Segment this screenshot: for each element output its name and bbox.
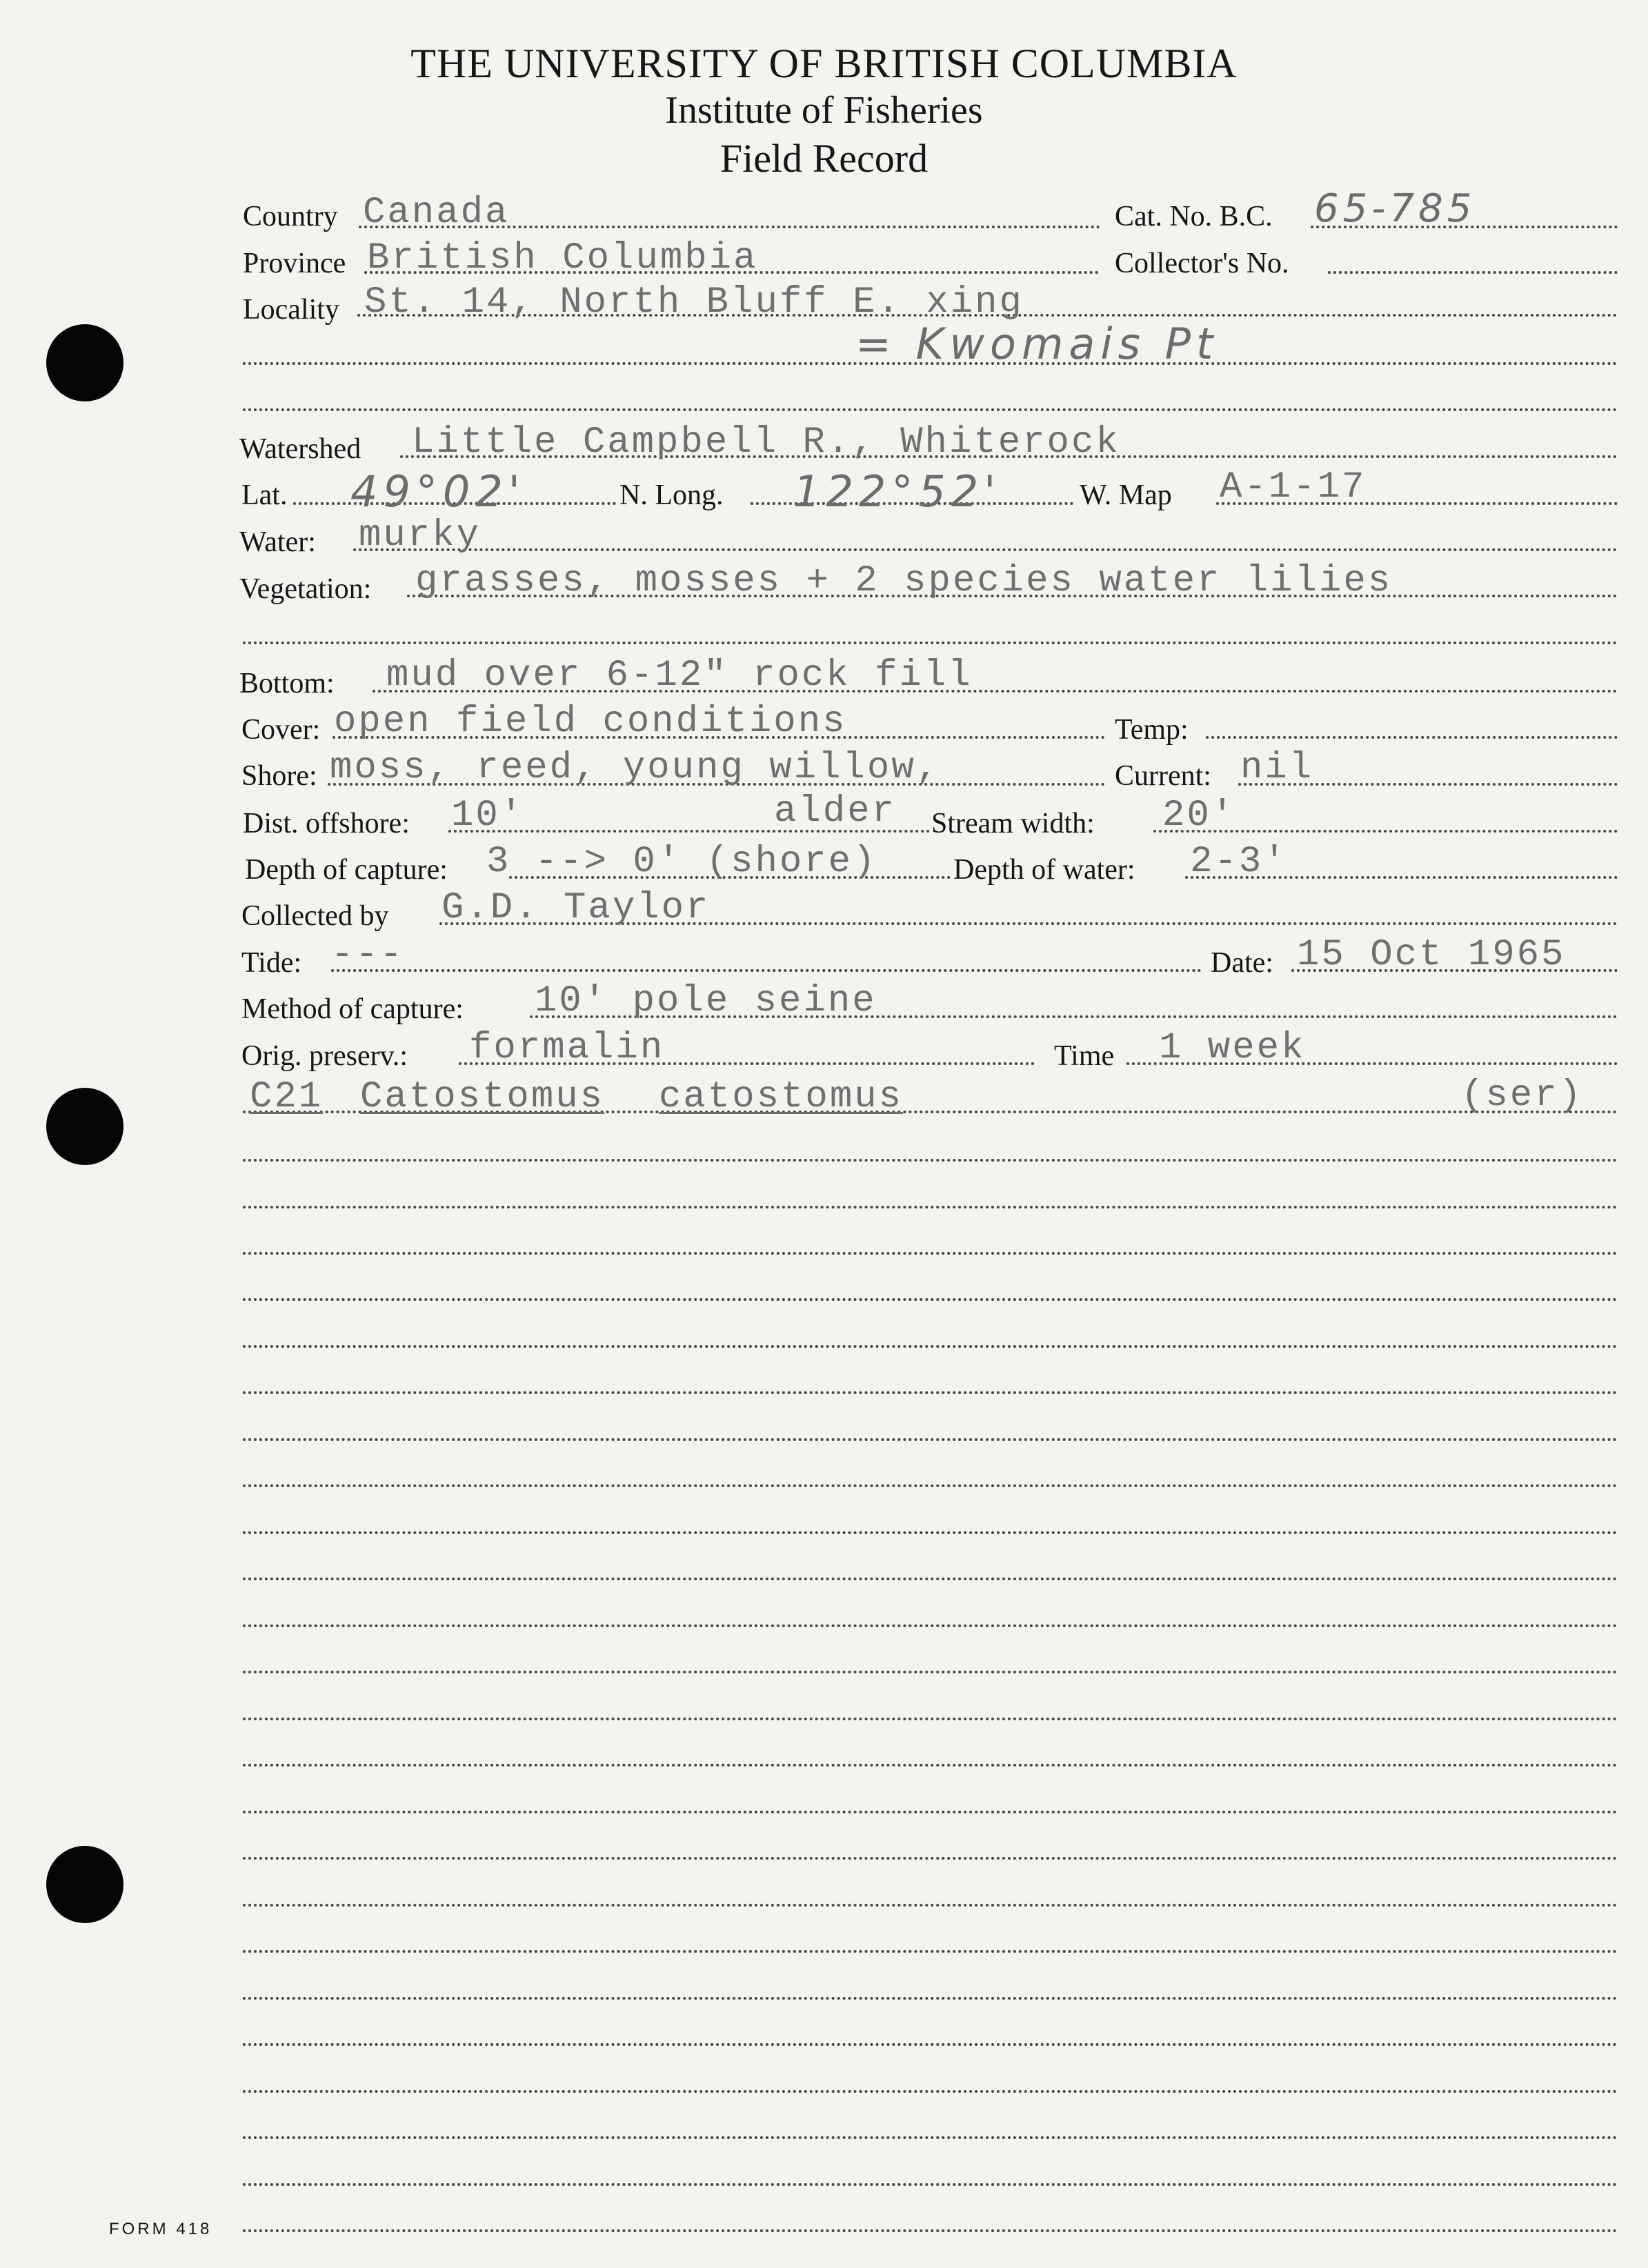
cover-value: open field conditions (334, 701, 847, 743)
stream-width-label: Stream width: (931, 808, 1095, 839)
punch-hole-top (46, 324, 123, 401)
punch-hole-middle (46, 1088, 123, 1165)
tide-line (331, 969, 1202, 972)
lat-label: Lat. (241, 479, 288, 511)
locality-value: St. 14, North Bluff E. xing (364, 281, 1024, 324)
locality-line-3 (243, 408, 1618, 411)
country-label: Country (243, 201, 338, 232)
institute-subtitle: Institute of Fisheries (665, 89, 983, 132)
blank-line (243, 1997, 1618, 2000)
blank-line (243, 1950, 1618, 1953)
collectors-no-line (1328, 271, 1618, 274)
collectors-no-label: Collector's No. (1115, 248, 1289, 279)
blank-line (243, 1671, 1618, 1673)
form-title: Field Record (719, 136, 929, 181)
specimen-genus: Catostomus (360, 1076, 605, 1118)
orig-preserv-value: formalin (469, 1027, 665, 1069)
blank-line (243, 2043, 1618, 2046)
stream-width-value: 20' (1162, 795, 1236, 837)
collected-by-value: G.D. Taylor (441, 887, 711, 929)
blank-line (243, 1252, 1618, 1255)
collected-by-label: Collected by (241, 900, 389, 932)
watershed-value: Little Campbell R., Whiterock (412, 421, 1120, 464)
map-value: A-1-17 (1220, 466, 1367, 508)
blank-line (243, 1484, 1618, 1487)
temp-label: Temp: (1115, 714, 1189, 746)
blank-line (243, 1345, 1618, 1348)
shore-value: moss, reed, young willow, (330, 747, 941, 789)
vegetation-line-2 (243, 641, 1618, 644)
blank-line (243, 1718, 1618, 1720)
locality-label: Locality (243, 294, 339, 326)
dist-offshore-value: 10' (451, 795, 525, 837)
institution-title: THE UNIVERSITY OF BRITISH COLUMBIA (410, 41, 1238, 86)
shore-continued-value: alder (774, 790, 897, 833)
orig-preserv-label: Orig. preserv.: (241, 1040, 408, 1072)
blank-line (243, 1438, 1618, 1441)
depth-capture-label: Depth of capture: (245, 854, 448, 886)
blank-line (243, 1531, 1618, 1534)
method-label: Method of capture: (241, 993, 464, 1025)
blank-line (243, 1904, 1618, 1907)
vegetation-label: Vegetation: (239, 573, 372, 605)
vegetation-value: grasses, mosses + 2 species water lilies (415, 560, 1393, 602)
blank-line (243, 1857, 1618, 1860)
method-value: 10' pole seine (535, 980, 877, 1022)
time-value: 1 week (1159, 1027, 1306, 1069)
blank-line (243, 1811, 1618, 1813)
country-value: Canada (363, 192, 510, 234)
blank-line (243, 1578, 1618, 1580)
blank-line (243, 1206, 1618, 1208)
blank-line (243, 1298, 1618, 1301)
blank-line (243, 2136, 1618, 2139)
long-label: N. Long. (619, 479, 724, 511)
map-label: W. Map (1080, 479, 1172, 511)
specimen-note: (ser) (1461, 1075, 1584, 1117)
water-label: Water: (239, 526, 316, 558)
watershed-label: Watershed (239, 433, 361, 465)
depth-water-value: 2-3' (1190, 841, 1288, 883)
tide-value: --- (331, 934, 405, 976)
shore-label: Shore: (241, 760, 317, 792)
bottom-label: Bottom: (239, 668, 335, 699)
cat-no-label: Cat. No. B.C. (1115, 201, 1273, 232)
depth-water-label: Depth of water: (953, 854, 1135, 886)
blank-line (243, 2183, 1618, 2186)
blank-line (243, 1624, 1618, 1627)
punch-hole-bottom (46, 1846, 123, 1923)
blank-line (243, 1391, 1618, 1394)
province-value: British Columbia (367, 237, 758, 279)
blank-line (243, 2090, 1618, 2093)
locality-handwritten-value: = Kwomais Pt (855, 319, 1219, 369)
current-value: nil (1240, 747, 1314, 789)
blank-line (243, 2229, 1618, 2232)
cover-label: Cover: (241, 714, 321, 746)
water-value: murky (359, 515, 482, 557)
long-value: 122°52' (793, 466, 1002, 517)
blank-line (243, 1159, 1618, 1162)
cat-no-value: 65-785 (1314, 186, 1476, 231)
dist-offshore-label: Dist. offshore: (243, 808, 410, 839)
date-label: Date: (1211, 947, 1273, 979)
depth-capture-value: 3 --> 0' (shore) (486, 841, 877, 883)
date-value: 15 Oct 1965 (1297, 934, 1566, 976)
province-label: Province (243, 248, 346, 279)
tide-label: Tide: (241, 947, 302, 979)
time-label: Time (1054, 1040, 1115, 1072)
temp-line (1206, 736, 1618, 739)
lat-value: 49°02' (350, 466, 526, 517)
specimen-species: catostomus (659, 1076, 904, 1118)
water-line (353, 548, 1618, 551)
specimen-code: C21 (250, 1076, 324, 1118)
current-label: Current: (1115, 760, 1211, 792)
blank-line (243, 1764, 1618, 1767)
bottom-value: mud over 6-12" rock fill (386, 655, 973, 697)
form-number: FORM 418 (109, 2220, 212, 2238)
